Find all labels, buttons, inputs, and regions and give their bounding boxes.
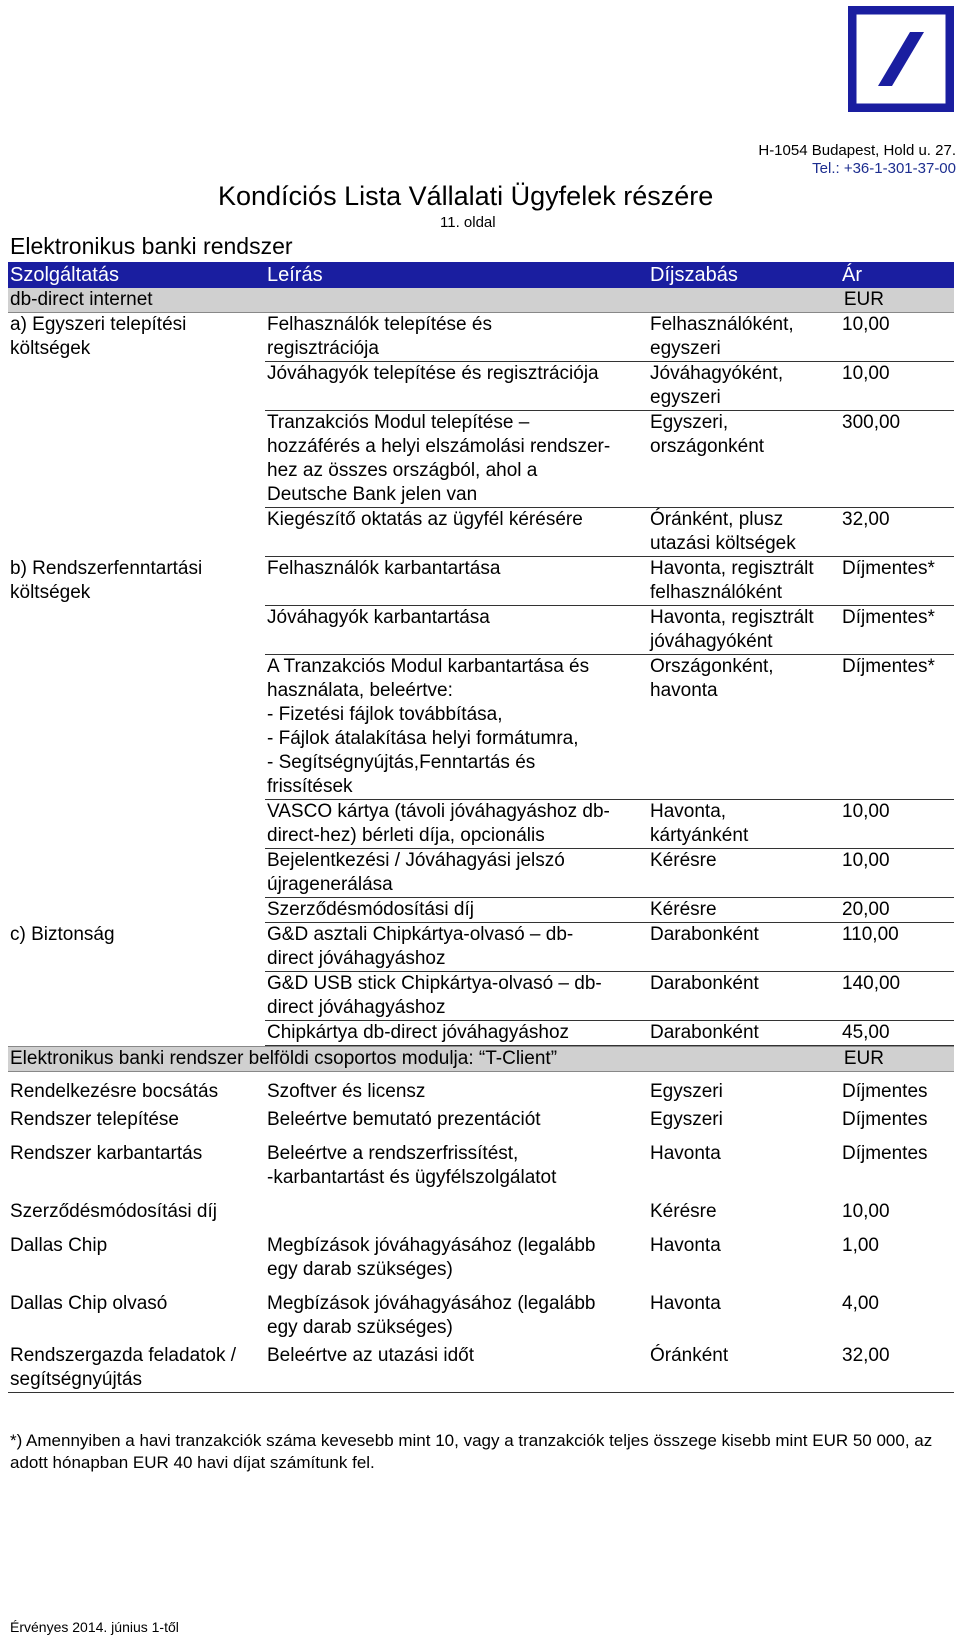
row-description: Jóváhagyók telepítése és regisztrációja	[267, 363, 599, 384]
row-fee-basis: Országonként, havonta	[650, 656, 774, 701]
row-fee-basis: Havonta	[650, 1235, 721, 1256]
table-row	[265, 800, 954, 849]
row-fee-basis: Havonta, kártyánként	[650, 801, 749, 846]
service-group	[8, 557, 954, 923]
row-description: Bejelentkezési / Jóváhagyási jelszó újragenerálása	[267, 850, 565, 895]
row-description: Chipkártya db-direct jóváhagyáshoz	[267, 1022, 570, 1043]
row-service: Szerződésmódosítási díj	[10, 1201, 217, 1222]
row-description: A Tranzakciós Modul karbantartása és használata, beleértve: - Fizetési fájlok továbbítása, - Fájlok átalakítása helyi formátumra, - Segítségnyújtás,Fenntartás és frissítések	[267, 656, 590, 797]
table-header	[8, 262, 954, 288]
row-price: 110,00	[842, 924, 899, 945]
table-row	[265, 655, 954, 800]
tclient-section-row	[8, 1046, 954, 1072]
row-fee-basis: Kérésre	[650, 850, 717, 871]
address-line: H-1054 Budapest, Hold u. 27.	[758, 142, 956, 159]
row-fee-basis: Óránként	[650, 1345, 729, 1366]
table-row	[8, 1234, 954, 1292]
row-fee-basis: Havonta	[650, 1293, 721, 1314]
row-description: Szoftver és licensz	[267, 1081, 426, 1102]
row-service: Rendszer telepítése	[10, 1109, 179, 1130]
column-header: Ár	[842, 264, 862, 286]
row-description: Beleértve bemutató prezentációt	[267, 1109, 541, 1130]
tclient-rows	[8, 1072, 954, 1393]
row-price: 1,00	[842, 1235, 879, 1256]
table-row	[265, 313, 954, 362]
row-price: Díjmentes	[842, 1081, 928, 1102]
table-row	[265, 508, 954, 557]
column-header: Leírás	[267, 264, 323, 286]
table-row	[265, 1021, 954, 1046]
bank-address	[758, 142, 956, 178]
row-price: Díjmentes*	[842, 607, 935, 628]
row-service: Dallas Chip olvasó	[10, 1293, 168, 1314]
row-price: Díjmentes*	[842, 656, 935, 677]
row-price: 10,00	[842, 314, 890, 335]
currency-label: EUR	[843, 289, 884, 310]
section-title: Elektronikus banki rendszer	[10, 233, 293, 259]
row-description	[265, 1200, 648, 1224]
row-fee-basis: Kérésre	[650, 1201, 717, 1222]
row-description: G&D USB stick Chipkártya-olvasó – db- direct jóváhagyáshoz	[267, 973, 602, 1018]
document-title: Kondíciós Lista Vállalati Ügyfelek részére	[218, 181, 714, 211]
row-description: Felhasználók telepítése és regisztrációja	[267, 314, 492, 359]
service-group	[8, 313, 954, 557]
table-row	[265, 606, 954, 655]
table-row	[265, 898, 954, 923]
row-price: 32,00	[842, 1345, 890, 1366]
row-fee-basis: Havonta, regisztrált jóváhagyóként	[650, 607, 814, 652]
row-fee-basis: Havonta	[650, 1143, 721, 1164]
telephone-line: Tel.: +36-1-301-37-00	[812, 160, 956, 177]
row-description: Kiegészítő oktatás az ügyfél kérésére	[267, 509, 583, 530]
page-number: 11. oldal	[440, 214, 496, 231]
table-row	[265, 411, 954, 508]
table-row	[265, 557, 954, 606]
row-description: Beleértve a rendszerfrissítést, -karbantartást és ügyfélszolgálatot	[267, 1143, 557, 1188]
row-fee-basis: Óránként, plusz utazási költségek	[650, 509, 796, 554]
row-service: Rendelkezésre bocsátás	[10, 1081, 219, 1102]
table-row	[265, 849, 954, 898]
row-fee-basis: Egyszeri, országonként	[650, 412, 765, 457]
row-service: Rendszer karbantartás	[10, 1143, 203, 1164]
row-service: Dallas Chip	[10, 1235, 108, 1256]
row-price: 10,00	[842, 850, 890, 871]
section-label: db-direct internet	[10, 289, 153, 310]
service-group	[8, 923, 954, 1046]
row-description: Felhasználók karbantartása	[267, 558, 501, 579]
validity-date: Érvényes 2014. június 1-től	[10, 1619, 179, 1635]
footnote: *) Amennyiben a havi tranzakciók száma kevesebb mint 10, vagy a tranzakciók teljes összege kisebb mint EUR 50 000, az adott hónapban EUR 40 havi díjat számítunk fel.	[10, 1431, 933, 1472]
row-price: 4,00	[842, 1293, 879, 1314]
row-price: 10,00	[842, 363, 890, 384]
row-price: 10,00	[842, 801, 890, 822]
table-row	[8, 1292, 954, 1344]
row-fee-basis: Darabonként	[650, 924, 759, 945]
row-fee-basis: Havonta, regisztrált felhasználóként	[650, 558, 814, 603]
table-row	[8, 1108, 954, 1142]
service-group-label: c) Biztonság	[10, 924, 115, 945]
row-description: VASCO kártya (távoli jóváhagyáshoz db- direct-hez) bérleti díja, opcionális	[267, 801, 610, 846]
row-price: 45,00	[842, 1022, 890, 1043]
row-description: G&D asztali Chipkártya-olvasó – db- direct jóváhagyáshoz	[267, 924, 574, 969]
row-description: Szerződésmódosítási díj	[267, 899, 474, 920]
table-row	[265, 362, 954, 411]
section-label: Elektronikus banki rendszer belföldi csoportos modulja: “T-Client”	[10, 1048, 558, 1069]
row-price: 300,00	[842, 412, 901, 433]
currency-label: EUR	[843, 1048, 884, 1069]
row-description: Megbízások jóváhagyásához (legalább egy darab szükséges)	[267, 1293, 596, 1338]
row-price: 20,00	[842, 899, 890, 920]
row-price: Díjmentes	[842, 1109, 928, 1130]
service-group-label: a) Egyszeri telepítési költségek	[10, 314, 187, 359]
table-row	[8, 1200, 954, 1234]
row-description: Beleértve az utazási időt	[267, 1345, 475, 1366]
row-service: Rendszergazda feladatok / segítségnyújtás	[10, 1345, 237, 1390]
row-fee-basis: Darabonként	[650, 1022, 759, 1043]
row-price: Díjmentes*	[842, 558, 935, 579]
row-price: 140,00	[842, 973, 901, 994]
row-price: 32,00	[842, 509, 890, 530]
row-fee-basis: Egyszeri	[650, 1081, 723, 1102]
row-fee-basis: Felhasználóként, egyszeri	[650, 314, 794, 359]
fee-table	[8, 262, 954, 1393]
row-fee-basis: Jóváhagyóként, egyszeri	[650, 363, 784, 408]
column-header: Szolgáltatás	[10, 264, 119, 286]
dbdirect-section-row	[8, 288, 954, 313]
service-group-label: b) Rendszerfenntartási költségek	[10, 558, 203, 603]
dbdirect-groups	[8, 313, 954, 1046]
row-fee-basis: Kérésre	[650, 899, 717, 920]
row-fee-basis: Darabonként	[650, 973, 759, 994]
service-group-rows	[265, 313, 954, 557]
service-group-rows	[265, 557, 954, 923]
table-row	[8, 1344, 954, 1393]
table-row	[8, 1142, 954, 1200]
row-price: Díjmentes	[842, 1143, 928, 1164]
row-description: Tranzakciós Modul telepítése – hozzáférés a helyi elszámolási rendszer- hez az összes országból, ahol a Deutsche Bank jelen van	[267, 412, 611, 505]
row-description: Megbízások jóváhagyásához (legalább egy darab szükséges)	[267, 1235, 596, 1280]
row-fee-basis: Egyszeri	[650, 1109, 723, 1130]
deutsche-bank-logo-icon	[848, 6, 954, 112]
row-description: Jóváhagyók karbantartása	[267, 607, 490, 628]
row-price: 10,00	[842, 1201, 890, 1222]
table-row	[265, 923, 954, 972]
service-group-rows	[265, 923, 954, 1046]
column-header: Díjszabás	[650, 264, 738, 286]
table-row	[265, 972, 954, 1021]
table-row	[8, 1072, 954, 1108]
